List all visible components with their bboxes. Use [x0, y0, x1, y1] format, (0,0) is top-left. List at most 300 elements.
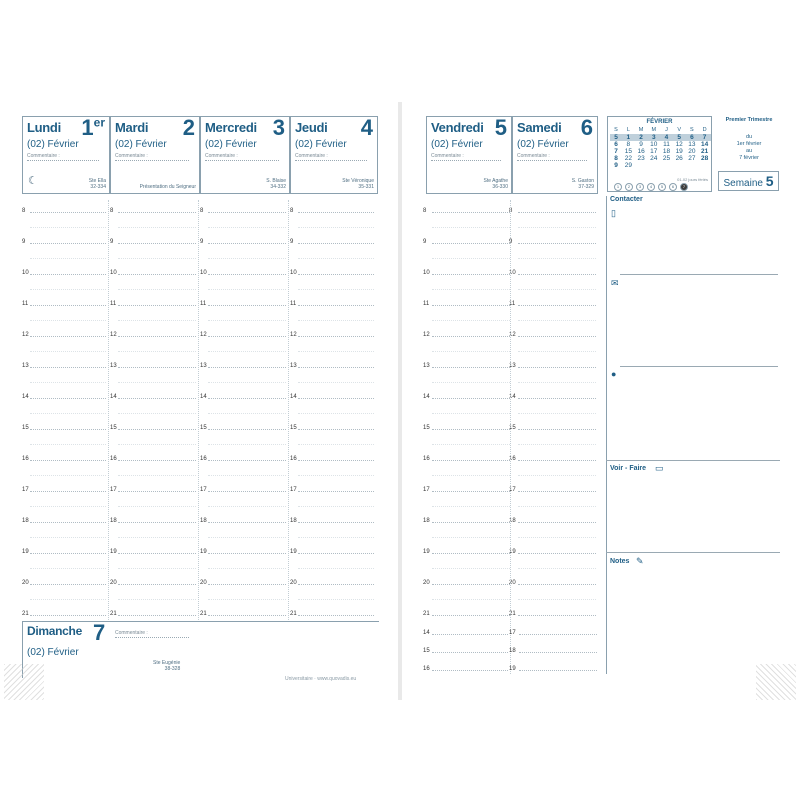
hour-label: 8 — [22, 208, 26, 214]
hour-label: 12 — [22, 332, 29, 338]
hour-line — [519, 634, 597, 636]
hour-line — [30, 398, 106, 400]
hour-line — [432, 634, 508, 636]
trimester-line2: 1er février — [736, 141, 762, 147]
hour-line — [208, 243, 286, 245]
half-hour-line — [298, 537, 374, 538]
hour-line — [118, 615, 196, 617]
weekday-header: J — [665, 127, 668, 133]
half-hour-line — [118, 568, 196, 569]
day-dot: 1 — [614, 183, 622, 191]
half-hour-line — [432, 537, 510, 538]
calendar-day-cell: 2 — [635, 134, 648, 141]
hour-label: 15 — [200, 425, 207, 431]
hour-label: 12 — [200, 332, 207, 338]
hour-line — [518, 553, 596, 555]
day-saint-name: Ste Agathe — [483, 178, 508, 184]
hour-label: 10 — [110, 270, 117, 276]
hour-line — [30, 522, 106, 524]
half-hour-line — [118, 506, 196, 507]
hour-label: 14 — [423, 630, 430, 636]
hour-label: 19 — [509, 549, 516, 555]
hour-line — [518, 615, 596, 617]
hour-line — [298, 398, 374, 400]
sunday-comment: Commentaire : — [115, 630, 189, 638]
half-hour-line — [30, 537, 106, 538]
half-hour-line — [432, 258, 510, 259]
hour-label: 17 — [22, 487, 29, 493]
hour-label: 8 — [423, 208, 427, 214]
hour-line — [118, 243, 196, 245]
contacter-label: Contacter — [610, 196, 643, 203]
half-hour-line — [30, 351, 106, 352]
day-name: Lundi — [27, 120, 61, 135]
calendar-day-cell: 21 — [701, 148, 709, 155]
hour-label: 21 — [22, 611, 29, 617]
hour-label: 8 — [200, 208, 204, 214]
sidebar-border — [606, 196, 781, 674]
hour-label: 15 — [22, 425, 29, 431]
hour-label: 12 — [110, 332, 117, 338]
calendar-day-cell — [698, 162, 711, 169]
globe-divider — [606, 460, 780, 461]
hour-label: 10 — [509, 270, 516, 276]
hour-line — [518, 274, 596, 276]
calendar-day-cell: 26 — [675, 155, 683, 162]
day-date-code: 35-331 — [358, 184, 374, 190]
half-hour-line — [432, 599, 510, 600]
calendar-day-cell: 4 — [660, 134, 673, 141]
hour-line — [298, 305, 374, 307]
calendar-day-cell: 22 — [624, 155, 632, 162]
calendar-day-cell: 27 — [688, 155, 696, 162]
hour-label: 19 — [22, 549, 29, 555]
day-number: 6 — [580, 115, 593, 140]
binding-gutter — [398, 102, 402, 700]
hour-line — [432, 460, 510, 462]
calendar-day-cell: 16 — [637, 148, 645, 155]
hour-label: 18 — [200, 518, 207, 524]
hour-label: 8 — [509, 208, 513, 214]
day-number: 3 — [272, 115, 285, 140]
hour-label: 10 — [290, 270, 297, 276]
half-hour-line — [432, 382, 510, 383]
calendar-day-cell: 8 — [626, 141, 631, 148]
hour-label: 18 — [290, 518, 297, 524]
hour-line — [518, 367, 596, 369]
half-hour-line — [208, 382, 286, 383]
hour-line — [208, 615, 286, 617]
day-saint — [484, 178, 508, 190]
weekday-header: M — [651, 127, 657, 133]
hour-line — [519, 652, 597, 654]
hour-label: 15 — [509, 425, 516, 431]
mini-calendar-grid — [610, 127, 711, 169]
week-number-cell: 6 — [614, 141, 618, 148]
day-dot: 3 — [636, 183, 644, 191]
hour-label: 9 — [22, 239, 26, 245]
half-hour-line — [118, 537, 196, 538]
hour-line — [118, 367, 196, 369]
hour-label: 9 — [423, 239, 427, 245]
half-hour-line — [298, 506, 374, 507]
day-date-code: 36-330 — [492, 184, 508, 190]
hour-line — [30, 429, 106, 431]
half-hour-line — [518, 227, 596, 228]
trimester-title: Premier Trimestre — [725, 117, 773, 123]
calendar-day-cell: 6 — [686, 134, 699, 141]
week-number-cell: 7 — [614, 148, 618, 155]
half-hour-line — [298, 227, 374, 228]
day-name: Jeudi — [295, 120, 328, 135]
hour-label: 14 — [22, 394, 29, 400]
half-hour-line — [298, 568, 374, 569]
half-hour-line — [432, 475, 510, 476]
week-number: 5 — [765, 173, 774, 189]
hour-line — [208, 336, 286, 338]
hour-label: 20 — [290, 580, 297, 586]
half-hour-line — [432, 320, 510, 321]
hour-label: 12 — [423, 332, 430, 338]
hour-label: 15 — [290, 425, 297, 431]
hour-label: 18 — [22, 518, 29, 524]
trimester-line4: 7 février — [739, 155, 759, 161]
hour-label: 19 — [290, 549, 297, 555]
day-number-suffix: er — [93, 115, 105, 130]
day-box-mercredi — [200, 116, 290, 194]
day-month: (02) Février — [431, 139, 483, 150]
half-hour-line — [298, 413, 374, 414]
hour-label: 20 — [423, 580, 430, 586]
day-comment: Commentaire : — [27, 153, 99, 161]
hour-line — [518, 522, 596, 524]
hour-line — [208, 553, 286, 555]
hour-label: 14 — [423, 394, 430, 400]
mini-calendar — [607, 116, 712, 192]
day-number: 5 — [494, 115, 507, 140]
hour-label: 18 — [509, 518, 516, 524]
half-hour-line — [208, 506, 286, 507]
sunday-name: Dimanche — [27, 624, 82, 638]
hour-label: 21 — [423, 611, 430, 617]
hour-label: 8 — [110, 208, 114, 214]
hour-label: 18 — [509, 648, 516, 654]
hour-label: 16 — [22, 456, 29, 462]
half-hour-line — [30, 382, 106, 383]
half-hour-line — [118, 413, 196, 414]
hour-line — [30, 243, 106, 245]
day-saint-name: Ste Véronique — [342, 178, 374, 184]
calendar-week-row — [610, 134, 711, 141]
half-hour-line — [518, 475, 596, 476]
hour-label: 16 — [110, 456, 117, 462]
hour-line — [432, 243, 510, 245]
hour-line — [208, 398, 286, 400]
day-saint-name: S. Blaise — [266, 178, 286, 184]
hour-label: 18 — [110, 518, 117, 524]
half-hour-line — [208, 227, 286, 228]
hour-line — [118, 460, 196, 462]
week-label: Semaine — [723, 178, 763, 189]
half-hour-line — [30, 289, 106, 290]
hour-label: 18 — [423, 518, 430, 524]
hour-line — [208, 367, 286, 369]
hour-line — [118, 553, 196, 555]
half-hour-line — [118, 382, 196, 383]
week-number-cell: 9 — [614, 162, 618, 169]
weekday-header: M — [638, 127, 644, 133]
weekday-header: S — [614, 127, 618, 133]
hour-label: 14 — [290, 394, 297, 400]
hour-line — [118, 584, 196, 586]
mail-icon: ✉ — [611, 278, 619, 288]
half-hour-line — [208, 413, 286, 414]
half-hour-line — [208, 444, 286, 445]
weekday-header: V — [677, 127, 682, 133]
calendar-day-cell: 29 — [624, 162, 632, 169]
hour-line — [432, 336, 510, 338]
hour-label: 8 — [290, 208, 294, 214]
column-separator — [510, 200, 512, 674]
hour-line — [298, 615, 374, 617]
calendar-day-cell: 11 — [663, 141, 670, 148]
hour-line — [432, 367, 510, 369]
calendar-week-row — [610, 141, 711, 148]
hour-line — [518, 243, 596, 245]
hour-line — [432, 274, 510, 276]
hour-label: 17 — [200, 487, 207, 493]
hour-label: 13 — [110, 363, 117, 369]
hour-line — [518, 429, 596, 431]
hour-label: 17 — [110, 487, 117, 493]
trimester-line1: du — [745, 134, 753, 140]
contacter-divider — [620, 274, 778, 275]
hour-line — [118, 336, 196, 338]
hour-line — [30, 553, 106, 555]
trimester-block — [718, 117, 780, 162]
half-hour-line — [298, 351, 374, 352]
hour-line — [118, 274, 196, 276]
hour-line — [298, 274, 374, 276]
calendar-day-cell: 10 — [650, 141, 658, 148]
hour-line — [432, 553, 510, 555]
day-month: (02) Février — [205, 139, 257, 150]
hour-label: 21 — [110, 611, 117, 617]
sunday-saint-name: Ste Eugénie — [153, 660, 181, 666]
half-hour-line — [118, 258, 196, 259]
half-hour-line — [118, 351, 196, 352]
hour-line — [518, 460, 596, 462]
trimester-line3: au — [745, 148, 753, 154]
hour-label: 19 — [200, 549, 207, 555]
day-box-lundi — [22, 116, 110, 194]
half-hour-line — [208, 351, 286, 352]
pencil-icon: ✎ — [636, 556, 644, 566]
hour-label: 10 — [200, 270, 207, 276]
hour-line — [208, 491, 286, 493]
hour-line — [208, 429, 286, 431]
day-month: (02) Février — [27, 139, 79, 150]
hour-line — [30, 460, 106, 462]
hour-line — [432, 584, 510, 586]
hour-line — [30, 615, 106, 617]
stitch-right — [756, 664, 796, 700]
half-hour-line — [30, 475, 106, 476]
calendar-day-cell: 25 — [662, 155, 671, 162]
day-name: Mercredi — [205, 120, 257, 135]
calendar-week-row — [610, 148, 711, 155]
week-number-cell: 5 — [610, 134, 622, 141]
day-saint-name: Présentation du Seigneur — [139, 184, 196, 190]
voir-faire-divider — [606, 552, 780, 553]
calendar-day-cell: 5 — [673, 134, 686, 141]
day-name: Mardi — [115, 120, 149, 135]
day-comment: Commentaire : — [295, 153, 367, 161]
hour-line — [208, 212, 286, 214]
hour-line — [518, 305, 596, 307]
hour-line — [30, 367, 106, 369]
weekday-header: D — [702, 127, 707, 133]
column-separator — [108, 200, 110, 620]
hour-line — [519, 670, 597, 672]
hour-line — [208, 274, 286, 276]
sunday-number: 7 — [93, 620, 106, 645]
hour-label: 9 — [509, 239, 513, 245]
half-hour-line — [518, 289, 596, 290]
hour-line — [118, 305, 196, 307]
hour-line — [298, 522, 374, 524]
day-date-code: 34-332 — [270, 184, 286, 190]
hour-label: 19 — [423, 549, 430, 555]
day-box-samedi — [512, 116, 598, 194]
hour-label: 14 — [110, 394, 117, 400]
half-hour-line — [518, 320, 596, 321]
hour-line — [30, 305, 106, 307]
calendar-day-cell — [635, 162, 648, 169]
half-hour-line — [298, 475, 374, 476]
hour-label: 16 — [290, 456, 297, 462]
calendar-day-cell: 14 — [701, 141, 709, 148]
day-saint — [572, 178, 594, 190]
voir-faire-label: Voir - Faire — [610, 465, 647, 472]
hour-label: 13 — [200, 363, 207, 369]
hour-label: 11 — [200, 301, 207, 307]
hour-line — [208, 305, 286, 307]
notes-label: Notes — [610, 558, 630, 565]
hour-label: 21 — [509, 611, 516, 617]
hour-label: 11 — [423, 301, 430, 307]
half-hour-line — [30, 444, 106, 445]
day-number: 2 — [182, 115, 195, 140]
day-box-jeudi — [290, 116, 378, 194]
calendar-day-cell: 12 — [675, 141, 683, 148]
hour-label: 17 — [509, 630, 516, 636]
half-hour-line — [30, 320, 106, 321]
half-hour-line — [30, 413, 106, 414]
half-hour-line — [208, 599, 286, 600]
day-comment: Commentaire : — [517, 153, 587, 161]
mini-calendar-note: 01-02 jours fériés — [677, 177, 708, 182]
half-hour-line — [30, 599, 106, 600]
hour-line — [518, 336, 596, 338]
half-hour-line — [118, 599, 196, 600]
mail-divider — [620, 366, 778, 367]
day-month: (02) Février — [295, 139, 347, 150]
half-hour-line — [208, 289, 286, 290]
hour-line — [518, 212, 596, 214]
half-hour-line — [118, 475, 196, 476]
hour-line — [298, 584, 374, 586]
half-hour-line — [518, 568, 596, 569]
hour-line — [208, 584, 286, 586]
hour-line — [30, 212, 106, 214]
calendar-day-cell — [686, 162, 699, 169]
hour-line — [518, 398, 596, 400]
hour-line — [118, 398, 196, 400]
half-hour-line — [30, 227, 106, 228]
day-saint — [266, 178, 286, 190]
calendar-day-cell: 1 — [622, 134, 635, 141]
hour-line — [118, 212, 196, 214]
half-hour-line — [208, 537, 286, 538]
calendar-day-cell — [647, 162, 660, 169]
half-hour-line — [432, 568, 510, 569]
hour-label: 16 — [200, 456, 207, 462]
moon-phase-icon: ☾ — [28, 175, 38, 187]
hour-line — [298, 460, 374, 462]
mini-calendar-title: FÉVRIER — [646, 119, 673, 125]
hour-label: 20 — [22, 580, 29, 586]
day-box-vendredi — [426, 116, 512, 194]
day-dot: 2 — [625, 183, 633, 191]
hour-line — [298, 491, 374, 493]
half-hour-line — [298, 320, 374, 321]
day-saint-name: S. Gaston — [571, 178, 594, 184]
calendar-day-cell: 13 — [688, 141, 696, 148]
day-comment: Commentaire : — [115, 153, 189, 161]
day-dot: 5 — [658, 183, 666, 191]
hour-label: 16 — [423, 456, 430, 462]
hour-line — [30, 584, 106, 586]
hour-label: 9 — [290, 239, 294, 245]
day-comment: Commentaire : — [205, 153, 279, 161]
week-number-cell: 8 — [614, 155, 618, 162]
hour-line — [432, 652, 508, 654]
hour-line — [518, 584, 596, 586]
hour-line — [432, 670, 508, 672]
hour-label: 13 — [22, 363, 29, 369]
sunday-saint — [153, 660, 180, 672]
hour-line — [208, 460, 286, 462]
hour-label: 20 — [110, 580, 117, 586]
day-name: Samedi — [517, 120, 562, 135]
half-hour-line — [518, 258, 596, 259]
calendar-day-cell — [673, 162, 686, 169]
hour-line — [30, 491, 106, 493]
calendar-day-cell: 15 — [624, 148, 632, 155]
hour-label: 21 — [200, 611, 207, 617]
half-hour-line — [518, 444, 596, 445]
hour-label: 11 — [509, 301, 516, 307]
day-month: (02) Février — [517, 139, 569, 150]
half-hour-line — [432, 351, 510, 352]
column-separator — [288, 200, 290, 620]
globe-icon: ● — [611, 369, 617, 379]
calendar-day-cell: 17 — [650, 148, 658, 155]
calendar-week-row — [610, 155, 711, 162]
calendar-day-cell: 18 — [662, 148, 671, 155]
hour-label: 11 — [22, 301, 29, 307]
